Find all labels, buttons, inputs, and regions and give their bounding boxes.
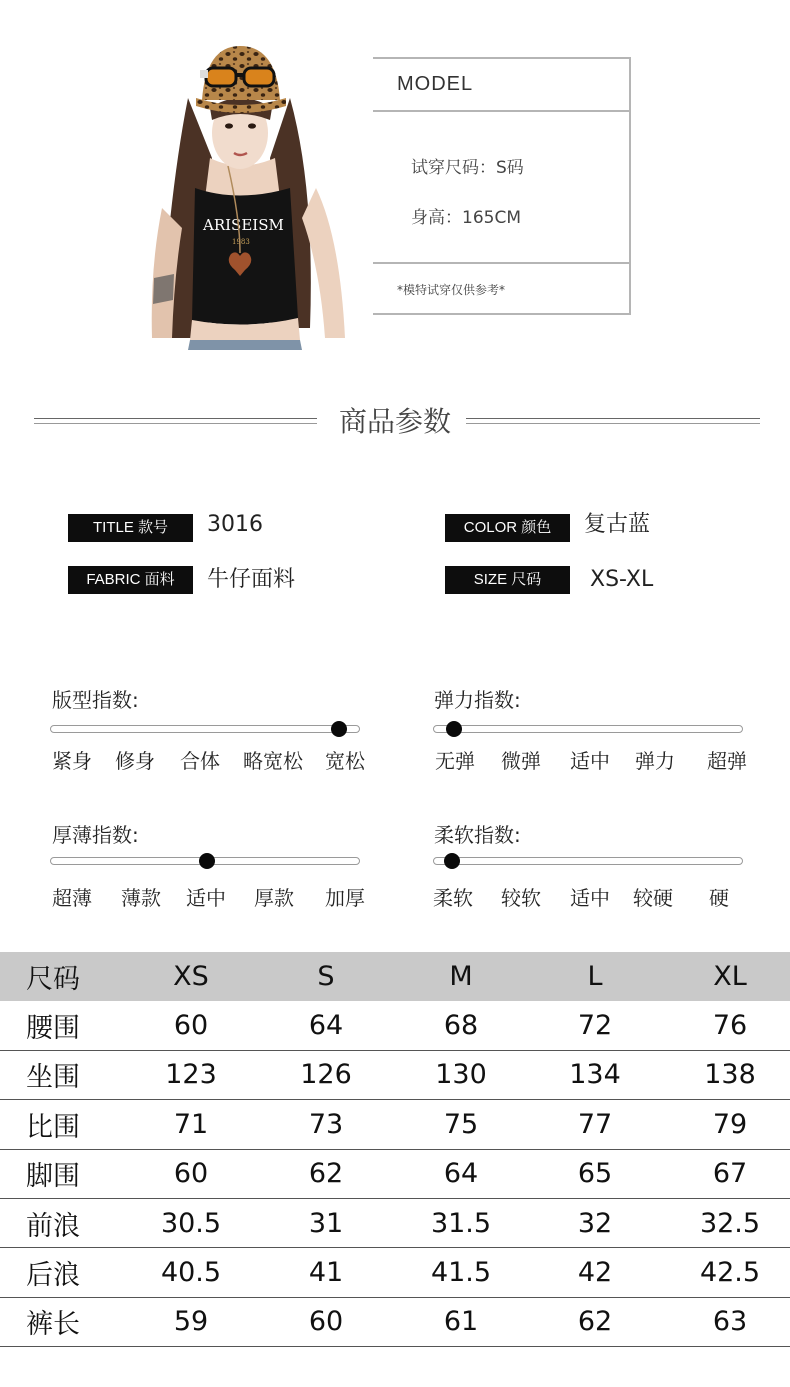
elasticity-index-label: 无弹 xyxy=(435,749,475,773)
elasticity-index-label: 弹力 xyxy=(635,749,675,773)
table-row-label: 腰围 xyxy=(26,1013,80,1045)
model-box-divider xyxy=(373,262,629,264)
param-tag-fabric: FABRIC 面料 xyxy=(68,566,193,594)
table-row xyxy=(0,1298,790,1347)
table-cell: 134 xyxy=(569,1059,621,1091)
fit-index-knob xyxy=(331,721,347,737)
table-cell: 63 xyxy=(712,1306,748,1338)
table-cell: 73 xyxy=(308,1108,344,1140)
elasticity-index-label: 微弹 xyxy=(501,749,541,773)
table-cell: 68 xyxy=(443,1010,479,1042)
table-row xyxy=(0,1051,790,1100)
table-cell: 59 xyxy=(173,1306,209,1338)
thickness-index-track xyxy=(50,857,360,865)
size-table-header xyxy=(0,952,790,1001)
param-value-color: 复古蓝 xyxy=(584,512,651,537)
table-row-label: 前浪 xyxy=(26,1210,80,1242)
softness-index-track xyxy=(433,857,743,865)
table-cell: 79 xyxy=(712,1108,748,1140)
fit-index-title: 版型指数: xyxy=(52,688,139,712)
table-cell: 64 xyxy=(308,1010,344,1042)
table-row xyxy=(0,1150,790,1199)
shirt-print-subtext: 1983 xyxy=(232,238,250,246)
fit-index-label: 宽松 xyxy=(325,749,365,773)
param-tag-color: COLOR 颜色 xyxy=(445,514,570,542)
model-box-divider xyxy=(373,110,629,112)
param-tag-size: SIZE 尺码 xyxy=(445,566,570,594)
table-cell: 64 xyxy=(443,1158,479,1190)
model-trial-size: 试穿尺码：S码 xyxy=(411,158,524,178)
table-cell: 65 xyxy=(577,1158,613,1190)
table-row-label: 比围 xyxy=(26,1111,80,1143)
fit-index-label: 修身 xyxy=(115,749,155,773)
table-row xyxy=(0,1199,790,1248)
fit-index-label: 合体 xyxy=(180,749,220,773)
model-info-box xyxy=(373,57,631,315)
table-cell: 62 xyxy=(577,1306,613,1338)
elasticity-index-title: 弹力指数: xyxy=(434,688,521,712)
softness-index-knob xyxy=(444,853,460,869)
table-cell: 76 xyxy=(712,1010,748,1042)
thickness-index-knob xyxy=(199,853,215,869)
thickness-index-label: 适中 xyxy=(186,886,226,910)
table-cell: 60 xyxy=(308,1306,344,1338)
param-value-size: XS-XL xyxy=(590,567,654,592)
table-cell: 41.5 xyxy=(430,1257,492,1289)
table-cell: 32.5 xyxy=(699,1207,761,1239)
table-cell: 71 xyxy=(173,1108,209,1140)
table-cell: 72 xyxy=(577,1010,613,1042)
param-value-title: 3016 xyxy=(207,512,263,537)
table-row xyxy=(0,1001,790,1050)
model-height: 身高：165CM xyxy=(411,208,521,228)
param-value-fabric: 牛仔面料 xyxy=(207,567,296,592)
table-cell: 31.5 xyxy=(430,1207,492,1239)
softness-index-title: 柔软指数: xyxy=(434,823,521,847)
softness-index-label: 硬 xyxy=(709,886,729,910)
table-cell: 67 xyxy=(712,1158,748,1190)
softness-index-label: 较硬 xyxy=(633,886,673,910)
table-cell: 61 xyxy=(443,1306,479,1338)
thickness-index-label: 加厚 xyxy=(325,886,365,910)
size-table-header-cell: L xyxy=(587,961,603,993)
table-row xyxy=(0,1248,790,1297)
table-cell: 130 xyxy=(435,1059,487,1091)
model-photo xyxy=(140,38,365,350)
size-table-header-cell: M xyxy=(449,961,473,993)
size-table-header-cell: XS xyxy=(173,961,209,993)
table-cell: 42 xyxy=(577,1257,613,1289)
fit-index-track xyxy=(50,725,360,733)
table-cell: 30.5 xyxy=(160,1207,222,1239)
softness-index-label: 适中 xyxy=(570,886,610,910)
model-title: MODEL xyxy=(397,73,474,95)
elasticity-index-track xyxy=(433,725,743,733)
size-table-header-cell: S xyxy=(317,961,335,993)
thickness-index-title: 厚薄指数: xyxy=(52,823,139,847)
table-row-label: 后浪 xyxy=(26,1260,80,1292)
size-table-header-cell: XL xyxy=(713,961,747,993)
table-cell: 123 xyxy=(165,1059,217,1091)
size-table xyxy=(0,952,790,1347)
fit-index-label: 紧身 xyxy=(52,749,92,773)
table-cell: 77 xyxy=(577,1108,613,1140)
thickness-index-label: 超薄 xyxy=(52,886,92,910)
softness-index-label: 较软 xyxy=(501,886,541,910)
thickness-index-label: 薄款 xyxy=(121,886,161,910)
table-row xyxy=(0,1100,790,1149)
table-cell: 138 xyxy=(704,1059,756,1091)
fit-index-label: 略宽松 xyxy=(243,749,303,773)
table-cell: 41 xyxy=(308,1257,344,1289)
elasticity-index-label: 适中 xyxy=(570,749,610,773)
thickness-index-label: 厚款 xyxy=(254,886,294,910)
table-cell: 60 xyxy=(173,1158,209,1190)
table-cell: 32 xyxy=(577,1207,613,1239)
table-row-label: 坐围 xyxy=(26,1062,80,1094)
table-cell: 60 xyxy=(173,1010,209,1042)
table-row-label: 裤长 xyxy=(26,1309,80,1341)
shirt-print-text: ARISEISM xyxy=(203,216,284,234)
elasticity-index-knob xyxy=(446,721,462,737)
size-table-header-cell: 尺码 xyxy=(26,964,80,996)
table-cell: 126 xyxy=(300,1059,352,1091)
softness-index-label: 柔软 xyxy=(433,886,473,910)
model-note: *模特试穿仅供参考* xyxy=(397,283,506,297)
table-cell: 31 xyxy=(308,1207,344,1239)
param-tag-title: TITLE 款号 xyxy=(68,514,193,542)
table-cell: 75 xyxy=(443,1108,479,1140)
section-heading: 商品参数 xyxy=(338,405,451,438)
table-cell: 42.5 xyxy=(699,1257,761,1289)
elasticity-index-label: 超弹 xyxy=(707,749,747,773)
table-row-label: 脚围 xyxy=(26,1161,80,1193)
table-cell: 40.5 xyxy=(160,1257,222,1289)
table-cell: 62 xyxy=(308,1158,344,1190)
